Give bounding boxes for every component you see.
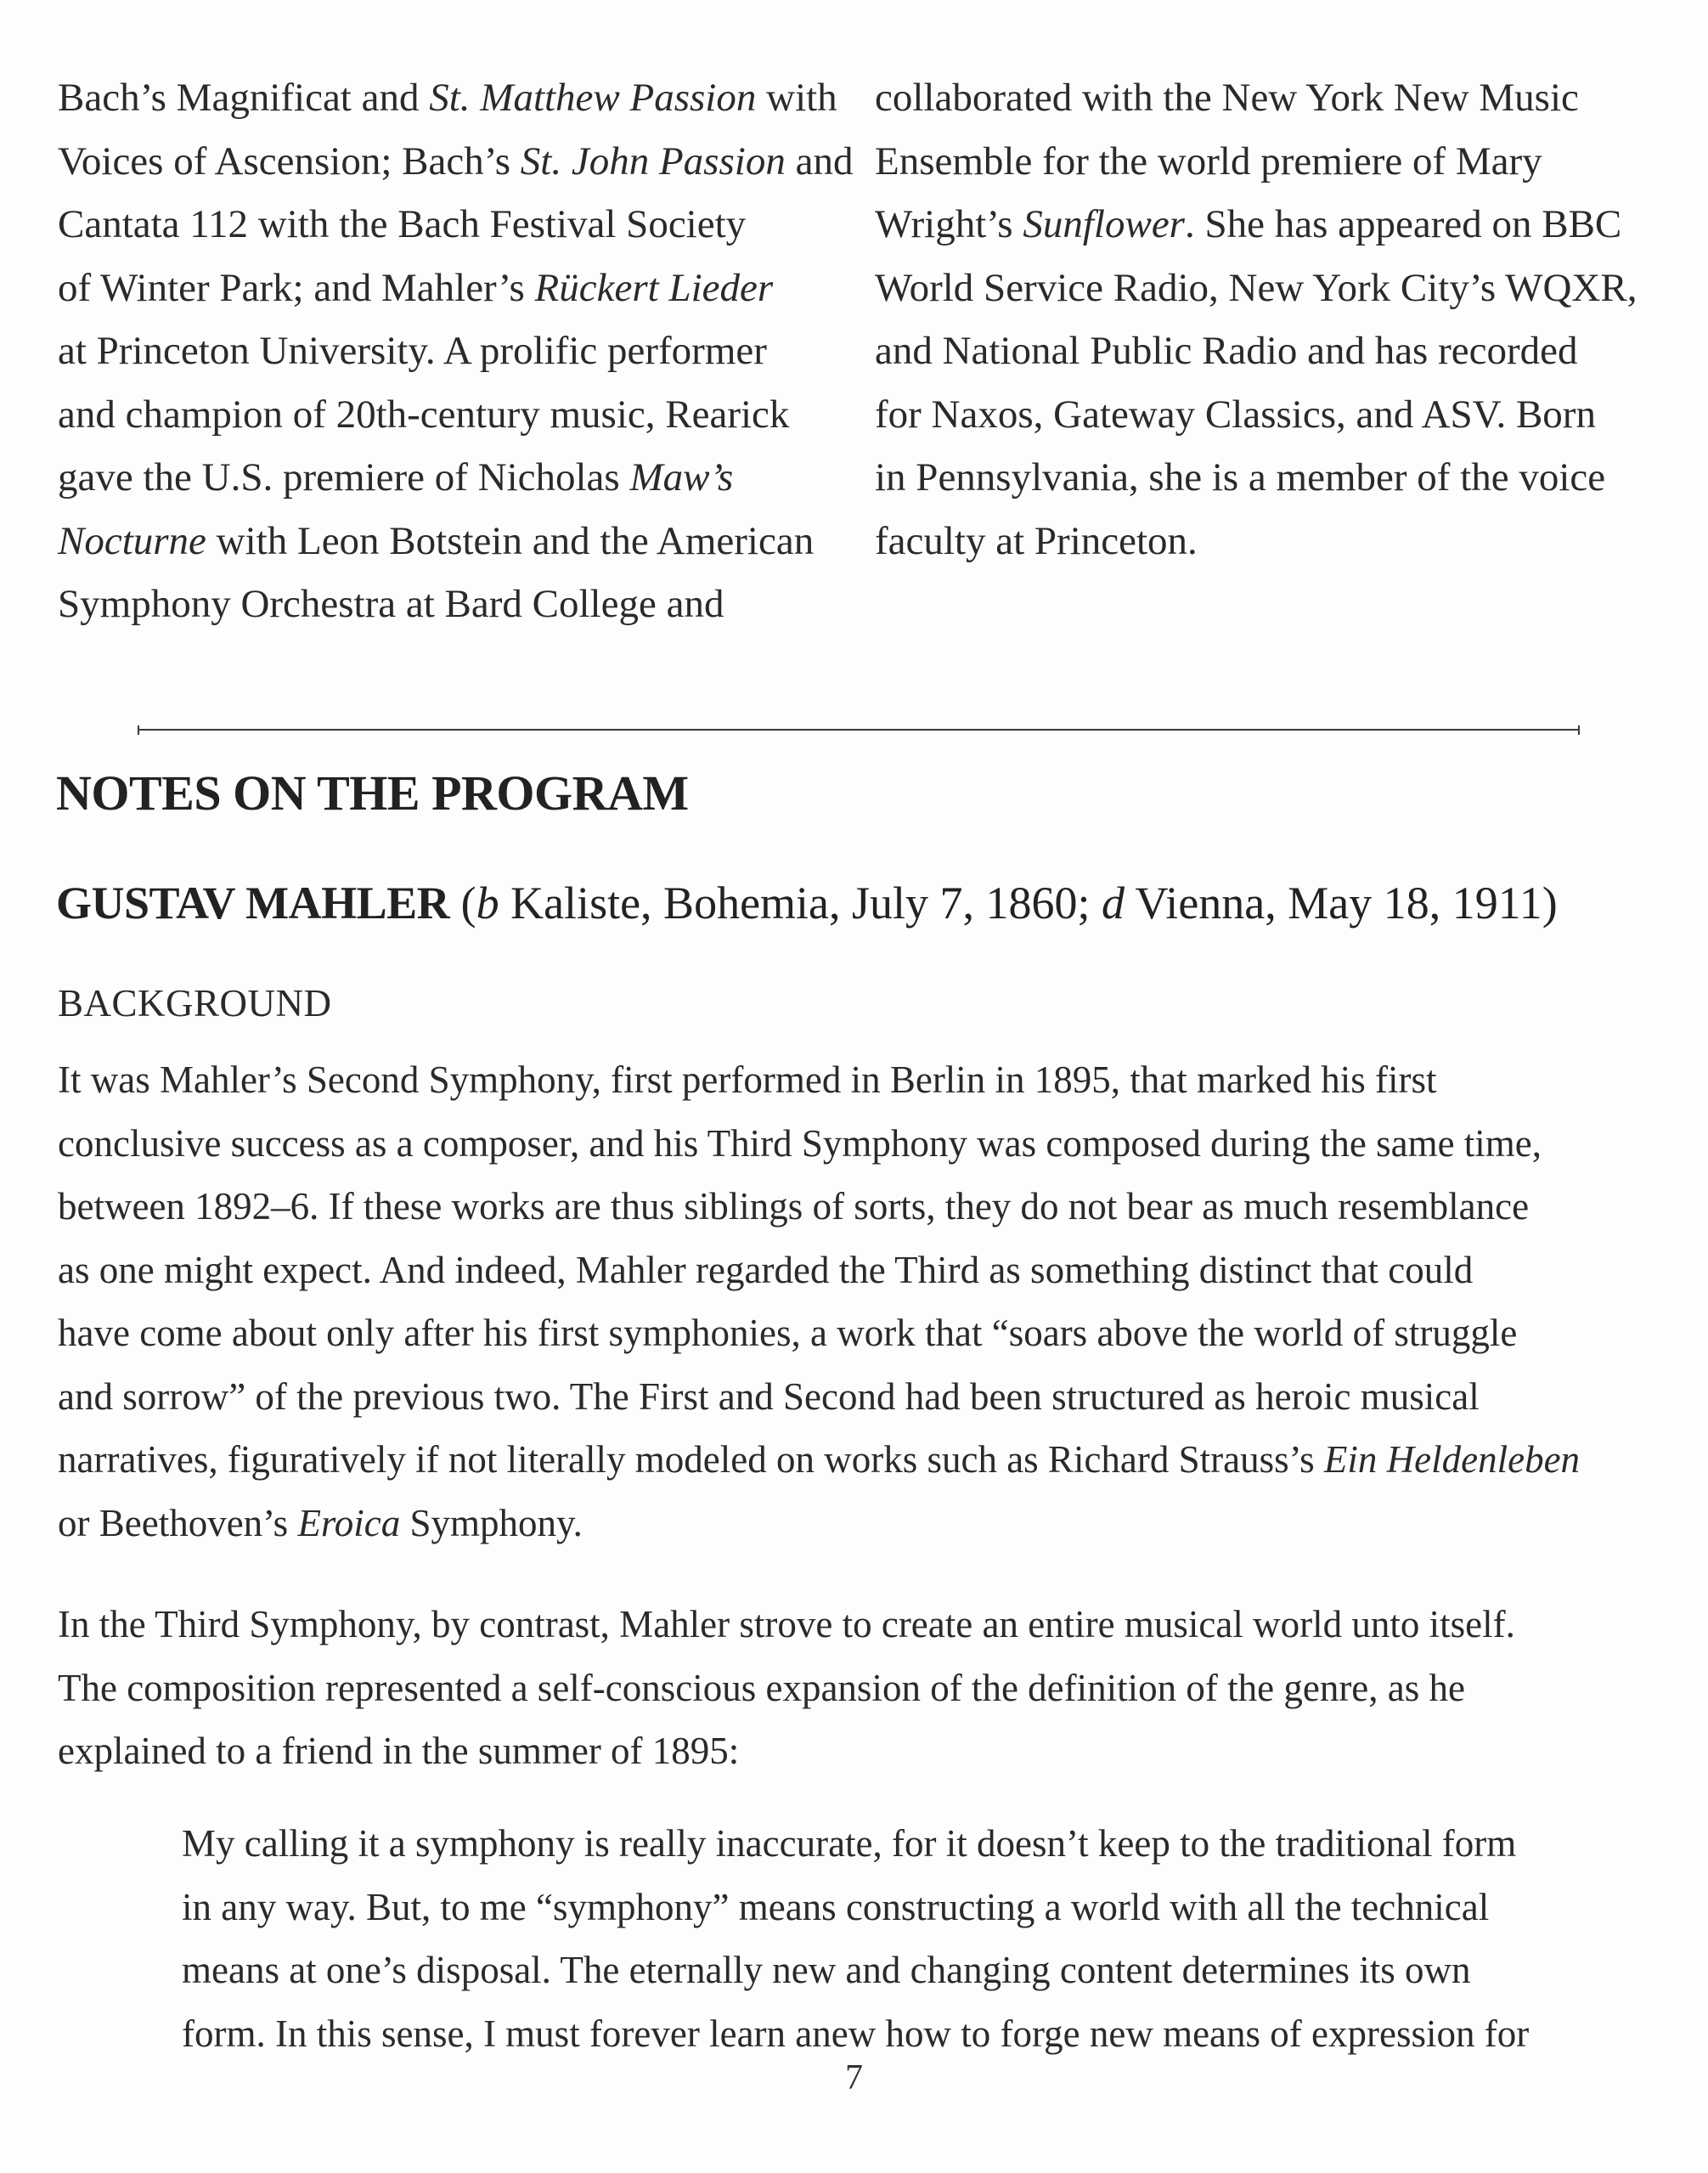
text-line — [58, 130, 854, 194]
section-title: NOTES ON THE PROGRAM — [56, 765, 689, 821]
italic-text: Ein Heldenleben — [1323, 1438, 1581, 1481]
text-run: gave the U.S. premiere of Nicholas — [58, 455, 630, 500]
text-run: and — [785, 138, 854, 183]
composer-open-paren: ( — [449, 878, 476, 928]
died-abbrev: d — [1102, 878, 1125, 928]
text-run: Symphony. — [400, 1501, 583, 1544]
text-line — [875, 193, 1656, 257]
text-run: between 1892–6. If these works are thus siblings of sorts, they do not bear as much resemblance — [58, 1185, 1530, 1228]
background-paragraph-2 — [58, 1593, 1654, 1783]
text-run: faculty at Princeton. — [875, 518, 1198, 563]
text-line — [182, 1939, 1660, 2002]
text-run: . She has appeared on BBC — [1184, 202, 1622, 246]
text-line — [875, 383, 1656, 447]
text-line — [182, 2002, 1660, 2066]
text-run: and champion of 20th-century music, Rearick — [58, 392, 790, 437]
text-run: narratives, figuratively if not literally modeled on works such as Richard Strauss’s — [58, 1438, 1324, 1481]
bio-left-column — [58, 66, 854, 636]
text-line — [875, 446, 1656, 510]
text-run: In the Third Symphony, by contrast, Mahler strove to create an entire musical world unto itself. — [58, 1603, 1515, 1645]
page-number: 7 — [845, 2058, 863, 2097]
text-line — [58, 1239, 1654, 1302]
mahler-quote — [182, 1812, 1660, 2065]
text-line — [58, 1112, 1654, 1176]
text-line — [58, 1175, 1654, 1239]
text-line — [58, 383, 848, 447]
text-run: It was Mahler’s Second Symphony, first performed in Berlin in 1895, that marked his first — [58, 1058, 1437, 1101]
born-abbrev: b — [476, 878, 499, 928]
text-run: in Pennsylvania, she is a member of the voice — [875, 455, 1606, 500]
text-run: Voices of Ascension; Bach’s — [58, 138, 521, 183]
text-line — [58, 1365, 1654, 1429]
italic-text: Maw’s — [629, 455, 734, 500]
text-run: at Princeton University. A prolific performer — [58, 329, 767, 373]
composer-died: Vienna, May 18, 1911) — [1125, 878, 1558, 928]
italic-text: Nocturne — [58, 518, 206, 563]
text-line — [875, 130, 1656, 194]
text-line — [182, 1876, 1660, 1939]
text-line — [182, 1812, 1660, 1876]
text-line — [58, 1593, 1654, 1657]
text-run: as one might expect. And indeed, Mahler regarded the Third as something distinct that could — [58, 1248, 1474, 1291]
text-line — [58, 510, 848, 573]
text-line — [58, 1428, 1654, 1492]
text-line — [58, 573, 848, 636]
background-subhead: BACKGROUND — [58, 982, 332, 1024]
bio-right-column — [875, 66, 1656, 573]
text-run: with Leon Botstein and the American — [206, 518, 815, 563]
text-run: have come about only after his first symphonies, a work that “soars above the world of struggle — [58, 1312, 1518, 1354]
text-run: and sorrow” of the previous two. The First and Second had been structured as heroic musical — [58, 1374, 1480, 1418]
text-line — [58, 66, 848, 130]
text-run: Ensemble for the world premiere of Mary — [875, 138, 1542, 183]
text-run: Bach’s Magnificat and — [58, 76, 430, 120]
section-divider — [138, 729, 1580, 731]
text-run: with — [756, 76, 837, 120]
text-run: Cantata 112 with the Bach Festival Society — [58, 202, 747, 246]
text-run: World Service Radio, New York City’s WQXR, — [875, 265, 1638, 310]
text-line — [875, 66, 1656, 130]
composer-heading — [56, 877, 1558, 929]
italic-text: Sunflower — [1023, 202, 1185, 246]
composer-name: GUSTAV MAHLER — [56, 878, 450, 928]
text-line — [875, 257, 1656, 320]
text-run: Symphony Orchestra at Bard College and — [58, 582, 724, 626]
italic-text: Rückert Lieder — [534, 265, 774, 310]
italic-text: St. John Passion — [520, 138, 786, 183]
text-run: explained to a friend in the summer of 1895: — [58, 1730, 740, 1772]
italic-text: St. Matthew Passion — [429, 76, 757, 120]
italic-text: Eroica — [297, 1501, 401, 1544]
text-run: and National Public Radio and has recorded — [875, 329, 1578, 373]
text-line — [58, 1492, 1654, 1555]
composer-born: Kaliste, Bohemia, July 7, 1860; — [499, 878, 1102, 928]
text-run: or Beethoven’s — [58, 1501, 298, 1544]
text-line — [875, 510, 1656, 573]
text-run: means at one’s disposal. The eternally new and changing content determines its own — [182, 1949, 1471, 1991]
text-line — [58, 1301, 1654, 1365]
text-line — [58, 193, 848, 257]
text-run: The composition represented a self-conscious expansion of the definition of the genre, as he — [58, 1666, 1465, 1709]
text-run: collaborated with the New York New Music — [875, 76, 1579, 120]
text-run: My calling it a symphony is really inaccurate, for it doesn’t keep to the traditional form — [182, 1822, 1517, 1865]
text-line — [58, 1719, 1654, 1783]
text-run: Wright’s — [875, 202, 1023, 246]
text-run: in any way. But, to me “symphony” means constructing a world with all the technical — [182, 1885, 1490, 1928]
text-run: conclusive success as a composer, and his Third Symphony was composed during the same time, — [58, 1121, 1542, 1165]
text-line — [58, 319, 848, 383]
text-run: for Naxos, Gateway Classics, and ASV. Born — [875, 392, 1596, 437]
background-paragraph-1 — [58, 1048, 1654, 1555]
text-line — [58, 1657, 1654, 1720]
text-line — [58, 1048, 1654, 1112]
text-line — [58, 257, 848, 320]
text-line — [875, 319, 1656, 383]
text-run: form. In this sense, I must forever learn anew how to forge new means of expression for — [182, 2012, 1530, 2055]
text-line — [58, 446, 848, 510]
text-run: of Winter Park; and Mahler’s — [58, 265, 535, 310]
